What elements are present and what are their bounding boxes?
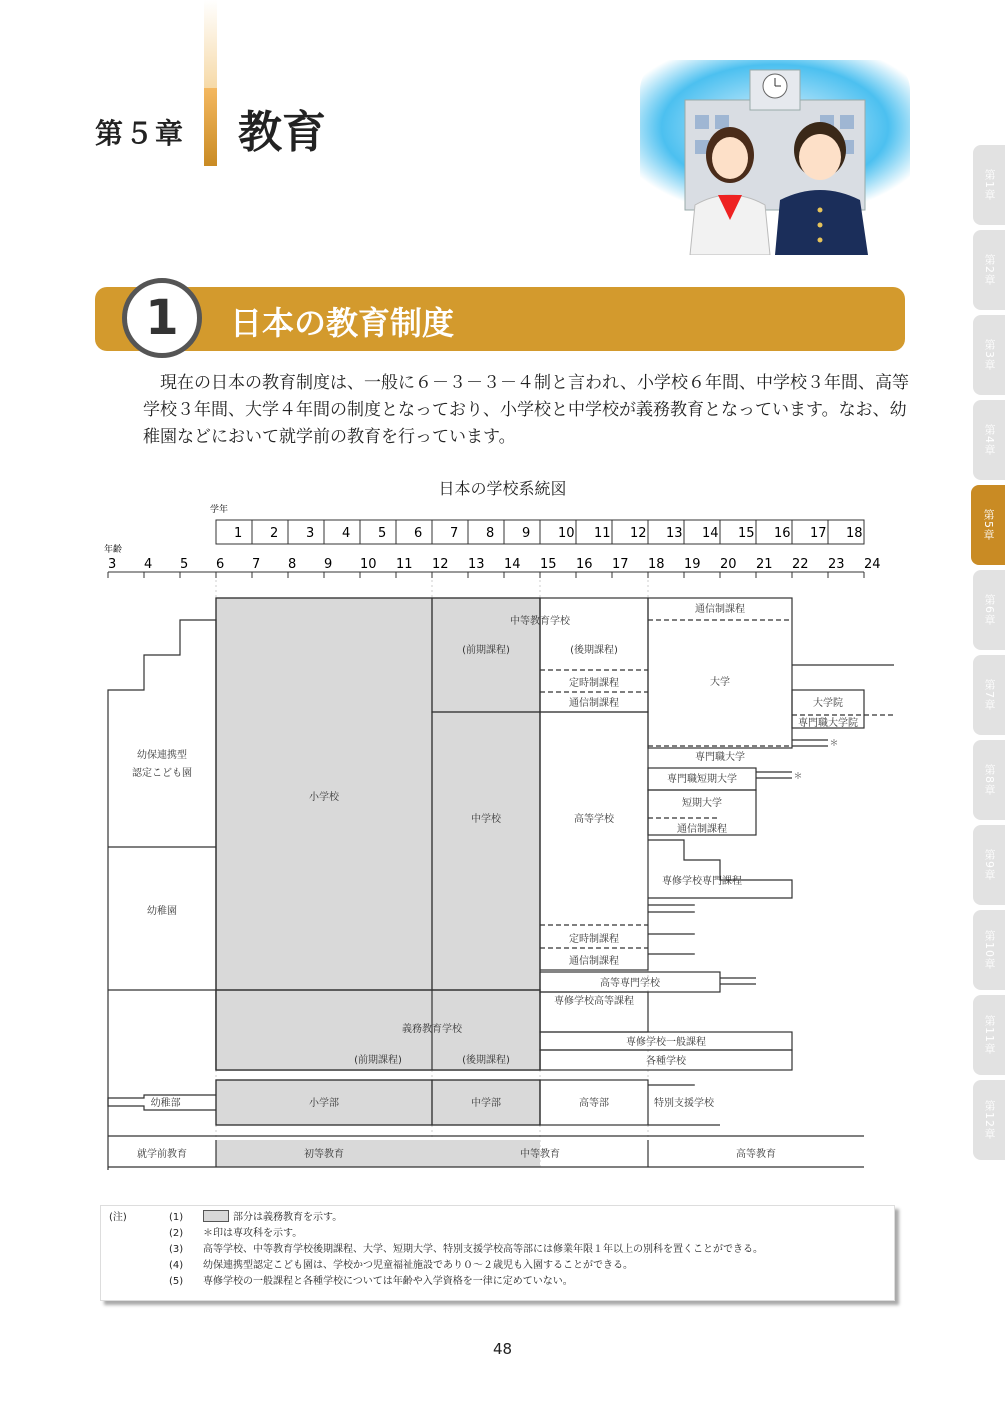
side-tab-7[interactable]: 第7章 <box>973 655 1005 735</box>
side-tab-9[interactable]: 第9章 <box>973 825 1005 905</box>
label-gimu: 義務教育学校 <box>402 1024 462 1035</box>
label-kodomoen: 幼保連携型 <box>137 750 187 761</box>
note-item-2 <box>109 1226 886 1242</box>
label-gimu-zenki: (前期課程) <box>354 1055 402 1066</box>
grade-number: 2 <box>270 526 279 541</box>
side-tab-5-active[interactable]: 第5章 <box>971 485 1005 565</box>
section-heading-bar <box>95 287 905 351</box>
age-tick-label: 4 <box>144 557 153 572</box>
grade-number: 1 <box>234 526 243 541</box>
grade-number: 7 <box>450 526 459 541</box>
grade-number: 9 <box>522 526 531 541</box>
age-tick-label: 13 <box>468 557 485 572</box>
grade-number: 6 <box>414 526 423 541</box>
label-teiji-1: 定時制課程 <box>569 678 619 689</box>
note-number: (5) <box>169 1276 184 1287</box>
grade-number: 14 <box>702 526 719 541</box>
age-tick-label: 14 <box>504 557 521 572</box>
label-senshu-koto: 専修学校高等課程 <box>554 996 634 1007</box>
label-tsushin-tanki: 通信制課程 <box>677 824 727 835</box>
age-tick-label: 24 <box>864 557 881 572</box>
side-tab-2[interactable]: 第2章 <box>973 230 1005 310</box>
side-tab-8[interactable]: 第8章 <box>973 740 1005 820</box>
note-text: 高等学校、中等教育学校後期課程、大学、短期大学、特別支援学校高等部には修業年限１年以上の別科を置くことができる。 <box>203 1244 763 1255</box>
grade-number: 16 <box>774 526 791 541</box>
note-text: 部分は義務教育を示す。 <box>233 1212 343 1223</box>
label-kotogakko: 高等学校 <box>574 814 614 825</box>
note-text: ＊印は専攻科を示す。 <box>203 1228 303 1239</box>
label-chuto-koki: (後期課程) <box>570 645 618 656</box>
label-shugakumae: 就学前教育 <box>137 1149 187 1160</box>
age-tick-label: 10 <box>360 557 377 572</box>
chapter-bar-accent <box>204 88 217 166</box>
label-tsushin-2: 通信制課程 <box>569 956 619 967</box>
label-chuto-zenki: (前期課程) <box>462 645 510 656</box>
label-kotobu: 高等部 <box>579 1098 609 1109</box>
side-tab-11[interactable]: 第11章 <box>973 995 1005 1075</box>
note-item-5 <box>109 1274 886 1290</box>
age-tick-label: 23 <box>828 557 845 572</box>
grade-number: 12 <box>630 526 647 541</box>
age-tick-label: 5 <box>180 557 189 572</box>
box-layer <box>108 598 894 1170</box>
label-tokubetsu: 特別支援学校 <box>654 1098 714 1109</box>
label-tanki: 短期大学 <box>682 798 722 809</box>
age-tick-label: 12 <box>432 557 449 572</box>
label-koto-kyoiku: 高等教育 <box>736 1149 776 1160</box>
section-number-badge: 1 <box>122 278 202 358</box>
label-youchien: 幼稚園 <box>147 906 177 917</box>
section-title: 日本の教育制度 <box>230 304 455 342</box>
note-text: 幼保連携型認定こども園は、学校かつ児童福祉施設であり０～２歳児も入園することができる。 <box>203 1260 633 1271</box>
side-tab-4[interactable]: 第4章 <box>973 400 1005 480</box>
compulsory-band <box>216 1140 540 1167</box>
grade-number: 11 <box>594 526 611 541</box>
side-tab-12[interactable]: 第12章 <box>973 1080 1005 1160</box>
diagram-title: 日本の学校系統図 <box>438 479 567 498</box>
label-koto-senmon: 高等専門学校 <box>600 978 660 989</box>
age-tick-label: 22 <box>792 557 809 572</box>
senkoka-mark: ＊ <box>829 739 839 749</box>
label-tsushin-daigaku: 通信制課程 <box>695 604 745 615</box>
label-senshu-senmon: 専修学校専門課程 <box>662 876 742 887</box>
grade-axis-label: 学年 <box>210 505 229 515</box>
high-school-box <box>540 712 648 970</box>
gray-legend-swatch <box>203 1210 229 1222</box>
preschool-outline <box>108 620 216 1170</box>
label-shogakko: 小学校 <box>309 792 339 803</box>
label-chugakko: 中学校 <box>471 814 501 825</box>
age-tick-label: 9 <box>324 557 333 572</box>
side-tab-6[interactable]: 第6章 <box>973 570 1005 650</box>
grade-number: 3 <box>306 526 315 541</box>
note-number: (4) <box>169 1260 184 1271</box>
label-tsushin-1: 通信制課程 <box>569 698 619 709</box>
students-school-illustration <box>640 60 910 255</box>
chapter-title: 教育 <box>238 107 326 158</box>
note-text: 専修学校の一般課程と各種学校については年齢や入学資格を一律に定めていない。 <box>203 1276 573 1287</box>
chapter-number: 第５章 <box>95 117 186 150</box>
age-tick-label: 20 <box>720 557 737 572</box>
intro-paragraph: 現在の日本の教育制度は、一般に６－３－３－４制と言われ、小学校６年間、中学校３年間、高等学校３年間、大学４年間の制度となっており、小学校と中学校が義務教育となっています。なお、幼稚園などにおいて就学前の教育を行っています。 <box>143 373 910 447</box>
age-tick-label: 6 <box>216 557 225 572</box>
chapter-bar-accent-top <box>204 0 217 90</box>
grade-number: 17 <box>810 526 827 541</box>
note-number: (3) <box>169 1244 184 1255</box>
school-system-svg <box>90 500 910 1190</box>
grade-number: 18 <box>846 526 863 541</box>
label-daigakuin: 大学院 <box>813 698 843 709</box>
age-tick-label: 21 <box>756 557 773 572</box>
label-daigaku: 大学 <box>710 677 730 688</box>
note-item-1 <box>109 1210 886 1226</box>
label-kodomoen-2: 認定こども園 <box>132 768 192 779</box>
age-tick-label: 15 <box>540 557 557 572</box>
label-gimu-koki: (後期課程) <box>462 1055 510 1066</box>
side-tab-1[interactable]: 第1章 <box>973 145 1005 225</box>
label-shoto: 初等教育 <box>304 1149 344 1160</box>
label-teiji-2: 定時制課程 <box>569 934 619 945</box>
label-senmonshoku-daigaku: 専門職大学 <box>695 752 745 763</box>
age-tick-label: 8 <box>288 557 297 572</box>
age-tick-label: 11 <box>396 557 413 572</box>
notes-box <box>100 1205 895 1301</box>
side-tab-3[interactable]: 第3章 <box>973 315 1005 395</box>
age-tick-label: 16 <box>576 557 593 572</box>
grade-number: 13 <box>666 526 683 541</box>
age-tick-label: 3 <box>108 557 117 572</box>
label-senmonshoku-daigakuin: 専門職大学院 <box>798 718 858 729</box>
side-tab-10[interactable]: 第10章 <box>973 910 1005 990</box>
grade-number: 4 <box>342 526 351 541</box>
age-tick-label: 18 <box>648 557 665 572</box>
note-item-3 <box>109 1242 886 1258</box>
note-number: (2) <box>169 1228 184 1239</box>
label-kakushu: 各種学校 <box>646 1056 686 1067</box>
label-chugakubu: 中学部 <box>471 1098 501 1109</box>
grade-number: 10 <box>558 526 575 541</box>
age-tick-label: 7 <box>252 557 261 572</box>
label-senshu-ippan: 専修学校一般課程 <box>626 1037 706 1048</box>
label-yochibu: 幼稚部 <box>150 1098 181 1109</box>
grade-number: 8 <box>486 526 495 541</box>
age-axis-label: 年齢 <box>104 545 123 555</box>
page-number: 48 <box>492 1340 513 1358</box>
senshu-senmon-outline <box>648 840 792 898</box>
senkoka-mark: ＊ <box>793 772 803 782</box>
note-item-4 <box>109 1258 886 1274</box>
school-system-diagram <box>90 500 910 1194</box>
label-chuto-kyoiku: 中等教育 <box>520 1149 560 1160</box>
notes-prefix: (注) <box>109 1212 127 1223</box>
age-tick-label: 17 <box>612 557 629 572</box>
grade-number: 15 <box>738 526 755 541</box>
grade-number: 5 <box>378 526 387 541</box>
label-senmonshoku-tanki: 専門職短期大学 <box>667 774 737 785</box>
note-number: (1) <box>169 1212 184 1223</box>
label-shogakubu: 小学部 <box>309 1098 339 1109</box>
label-chuto: 中等教育学校 <box>510 616 570 627</box>
age-tick-label: 19 <box>684 557 701 572</box>
